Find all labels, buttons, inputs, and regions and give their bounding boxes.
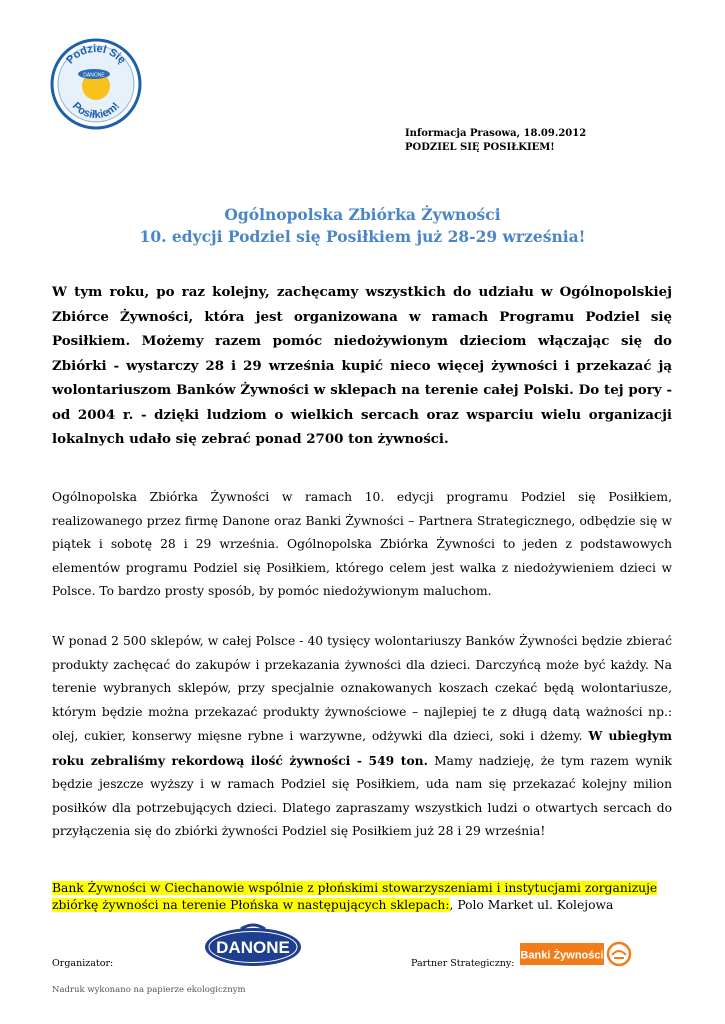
body-paragraph-2 xyxy=(52,630,672,844)
local-collection-note xyxy=(52,880,677,914)
svg-text:DANONE: DANONE xyxy=(83,72,105,79)
svg-text:DANONE: DANONE xyxy=(216,938,290,957)
highlighted-text: Bank Żywności w Ciechanowie wspólnie z płońskimi stowarzyszeniami i instytucjami zorganizuje zbiórkę żywności na terenie Płońska w następujących sklepach: xyxy=(52,881,658,912)
banki-zywnosci-logo-icon xyxy=(520,940,632,970)
paragraph-2-bold-stat: W ubiegłym roku zebraliśmy rekordową ilość żywności - 549 ton. xyxy=(52,728,672,768)
title-line-1: Ogólnopolska Zbiórka Żywności xyxy=(224,205,501,224)
store-list: , Polo Market ul. Kolejowa xyxy=(449,898,614,912)
banki-zywnosci-logo xyxy=(520,940,632,970)
podziel-sie-posilkiem-logo xyxy=(50,38,142,130)
organizer-label: Organizator: xyxy=(52,958,114,969)
partner-label: Partner Strategiczny: xyxy=(411,958,515,969)
danone-logo-icon xyxy=(203,921,303,967)
press-release-date: Informacja Prasowa, 18.09.2012 xyxy=(405,128,587,139)
lead-paragraph: W tym roku, po raz kolejny, zachęcamy wszystkich do udziału w Ogólnopolskiej Zbiórce Żywności, która jest organizowana w ramach Programu Podziel się Posiłkiem. Możemy razem pomóc niedożywionym dzieciom włączając się do Zbiórki - wystarczy 28 i 29 września kupić nieco więcej żywności i przekazać ją wolontariuszom Banków Żywności w sklepach na terenie całej Polski. Do tej pory - od 2004 r. - dzięki ludziom o wielkich sercach oraz wsparciu wielu organizacji lokalnych udało się zebrać ponad 2700 ton żywności. xyxy=(52,284,672,447)
logo-emblem-icon xyxy=(50,38,142,130)
svg-text:Posiłkiem!: Posiłkiem! xyxy=(69,100,123,122)
paragraph-2-text-b: Mamy nadzieję, że tym razem wynik będzie jeszcze wyższy i w ramach Podziel się Posiłkiem, uda nam się przekazać kolejny milion posiłków dla potrzebujących dzieci. Dlatego zapraszamy wszystkich ludzi o otwartych sercach do przyłączenia się do zbiórki żywności Podziel się Posiłkiem już 28 i 29 września! xyxy=(52,753,673,838)
program-name: PODZIEL SIĘ POSIŁKIEM! xyxy=(405,142,555,153)
body-paragraph-1: Ogólnopolska Zbiórka Żywności w ramach 10. edycji programu Podziel się Posiłkiem, realizowanego przez firmę Danone oraz Banki Żywności – Partnera Strategicznego, odbędzie się w piątek i sobotę 28 i 29 września. Ogólnopolska Zbiórka Żywności to jeden z podstawowych elementów programu Podziel się Posiłkiem, którego celem jest walka z niedożywieniem dzieci w Polsce. To bardzo prosty sposób, by pomóc niedożywionym maluchom. xyxy=(52,490,672,598)
document-title xyxy=(0,204,725,248)
eco-paper-note: Nadruk wykonano na papierze ekologicznym xyxy=(52,985,246,995)
paragraph-2-text-a: W ponad 2 500 sklepów, w całej Polsce - 40 tysięcy wolontariuszy Banków Żywności będzie zbierać produkty zachęcać do zakupów i przekazania żywności dla dzieci. Darczyńcą może być każdy. Na terenie wybranych sklepów, przy specjalnie oznakowanych koszach czekać będą wolontariusze, którym będzie można przekazać produkty żywnościowe – najlepiej te z długą datą ważności np.: olej, cukier, konserwy mięsne rybne i warzywne, odżywki dla dzieci, soki i dżemy. xyxy=(52,634,672,743)
press-release-header xyxy=(405,127,586,155)
title-line-2: 10. edycji Podziel się Posiłkiem już 28-29 września! xyxy=(139,227,586,246)
danone-logo xyxy=(203,921,303,967)
svg-text:Podziel Się: Podziel Się xyxy=(64,42,128,67)
svg-text:Banki Żywności: Banki Żywności xyxy=(520,949,604,962)
